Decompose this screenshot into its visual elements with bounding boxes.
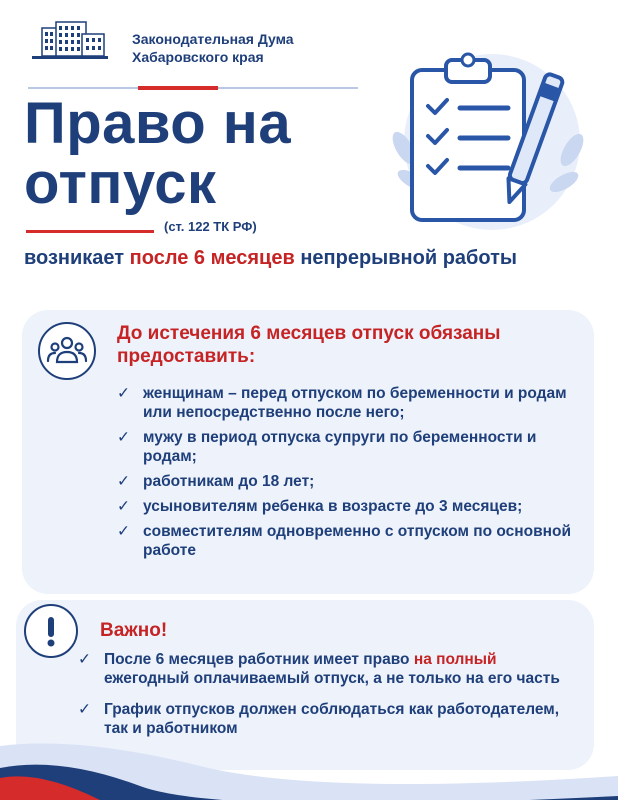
check-icon: ✓ (78, 651, 91, 668)
check-icon: ✓ (117, 473, 130, 490)
list-item: ✓ работникам до 18 лет; (117, 473, 315, 490)
intro-part1: возникает (24, 247, 130, 269)
check-icon: ✓ (117, 385, 130, 402)
required-list (117, 384, 583, 566)
title-line1: Право на (24, 91, 292, 156)
accent-line (138, 86, 218, 90)
section1-heading: До истечения 6 месяцев отпуск обязаны предоставить: (117, 323, 501, 367)
clipboard-checklist-icon (382, 30, 592, 240)
page-title (24, 91, 292, 216)
list-item: ✓ совместителям одновременно с отпуском по основной работе (117, 523, 571, 559)
list-item: ✓ После 6 месяцев работник имеет право на полный ежегодный оплачиваемый отпуск, а не только на его часть (78, 651, 560, 687)
list-item: ✓ мужу в период отпуска супруги по беременности и родам; (117, 429, 537, 465)
decorative-wave (0, 706, 618, 800)
title-line2: отпуск (24, 151, 217, 216)
check-icon: ✓ (78, 701, 91, 718)
intro-part2: непрерывной работы (294, 247, 517, 269)
org-line1: Законодательная Дума (132, 31, 294, 47)
building-icon (30, 18, 110, 62)
intro-text (24, 246, 584, 271)
list-item: ✓ усыновителям ребенка в возрасте до 3 месяцев; (117, 498, 523, 515)
check-icon: ✓ (117, 498, 130, 515)
list-item: ✓ График отпусков должен соблюдаться как работодателем, так и работником (78, 701, 560, 737)
exclamation-icon (24, 604, 78, 658)
check-icon: ✓ (117, 429, 130, 446)
people-group-icon (38, 322, 96, 380)
org-line2: Хабаровского края (132, 49, 264, 65)
check-icon: ✓ (117, 523, 130, 540)
accent-line-bottom (26, 230, 154, 233)
list-item: ✓ женщинам – перед отпуском по беременности и родам или непосредственно после него; (117, 385, 567, 421)
highlight-text: на полный (413, 651, 497, 668)
organization-name (132, 30, 294, 66)
article-reference: (ст. 122 ТК РФ) (164, 219, 257, 234)
section2-heading: Важно! (100, 620, 168, 641)
intro-highlight: после 6 месяцев (129, 247, 295, 269)
